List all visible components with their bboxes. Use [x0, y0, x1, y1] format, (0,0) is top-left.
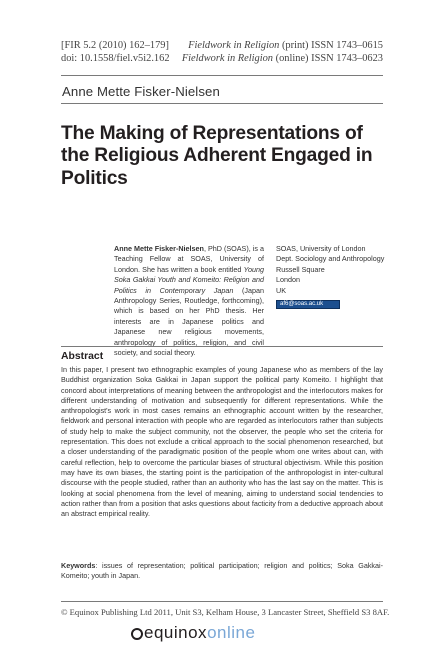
bio-text-2: (Japan Anthropology Series, Routledge, forthcoming), which is based on her PhD thesis. Her interests are in Japanese politics and Japanese new religious movements, anthropology of politics, religion, and civil society, and social theory. [114, 285, 264, 358]
keywords [61, 561, 383, 582]
address-line: London [276, 275, 300, 285]
divider-title [61, 103, 383, 104]
logo-text-equinox: equinox [144, 623, 208, 642]
bio-author-name: Anne Mette Fisker-Nielsen [114, 244, 204, 253]
issn-block [182, 39, 383, 65]
author-bio [114, 244, 264, 358]
copyright-notice: © Equinox Publishing Ltd 2011, Unit S3, Kelham House, 3 Lancaster Street, Sheffield S3 8AF. [61, 607, 390, 617]
abstract-heading: Abstract [61, 351, 104, 362]
address-line: UK [276, 285, 286, 295]
journal-name-online: Fieldwork in Religion [181, 53, 274, 64]
doi: doi: 10.1558/fiel.v5i2.162 [61, 53, 170, 64]
logo-text-online: online [207, 623, 256, 642]
address-line: Dept. Sociology and Anthropology [276, 254, 385, 264]
issn-online [182, 52, 383, 65]
address-line: SOAS, University of London [276, 244, 366, 253]
journal-ref: [FIR 5.2 (2010) 162–179] [61, 40, 169, 51]
issn-print [182, 39, 383, 52]
divider-abstract [61, 346, 383, 347]
issn-online-number: (online) ISSN 1743–0623 [275, 53, 383, 64]
address-line: Russell Square [276, 264, 325, 274]
keywords-label: Keywords [61, 561, 96, 570]
author-address [276, 244, 384, 309]
journal-citation [61, 39, 170, 65]
bio-text-1: , PhD (SOAS), is a Teaching Fellow at SOAS, University of London. She has written a book entitled [114, 244, 264, 274]
equinox-online-logo [131, 622, 311, 644]
divider-footer [61, 601, 383, 602]
keywords-text: : issues of representation; political participation; religion and politics; Soka Gakkai-Komeito; youth in Japan. [61, 561, 383, 581]
equinox-logo-icon [131, 628, 143, 640]
author-name: Anne Mette Fisker-Nielsen [62, 84, 220, 99]
email-link[interactable]: af6@soas.ac.uk [276, 300, 340, 309]
abstract-body: In this paper, I present two ethnographic examples of young Japanese who as members of the lay Buddhist organization Soka Gakkai in Japan support the political party Komeito. I highlight that concord about interpretations of meaning between the anthropologist and the interlocutors makes for different understanding of motivation and subsequently for different representations. While the anthropologist's work in most cases remains an ethnographic account written by the researcher, fieldwork and personal interaction with people who are regarded as interlocutors rather than subjects of study help to make the subject community, not the observer, the people who set the criteria for representation. This does not exclude a critical approach to the social phenomenon researched, but a closer understanding of the paradigmatic position of the people whom one writes about can, with careful reflection, help to overcome the particular biases of structural objectivism. While this position may have its own biases, the starting point is the participation of the anthropologist in inter-cultural discourse with the people studied, rather than an authority who has the last say on the matter. This is looking at social phenomena from the level of meaning, aiming to understand social tendencies to action rather than from a position that asks questions about facticity from a deductive approach about an abstract empirical reality. [61, 365, 383, 519]
divider-top [61, 75, 383, 76]
issn-print-number: (print) ISSN 1743–0615 [281, 40, 383, 51]
article-title: The Making of Representations of the Religious Adherent Engaged in Politics [61, 123, 373, 189]
bio-book-title: Young Soka Gakkai Youth and Komeito: Religion and Politics in Contemporary Japan [114, 264, 264, 295]
journal-name-print: Fieldwork in Religion [188, 40, 280, 51]
